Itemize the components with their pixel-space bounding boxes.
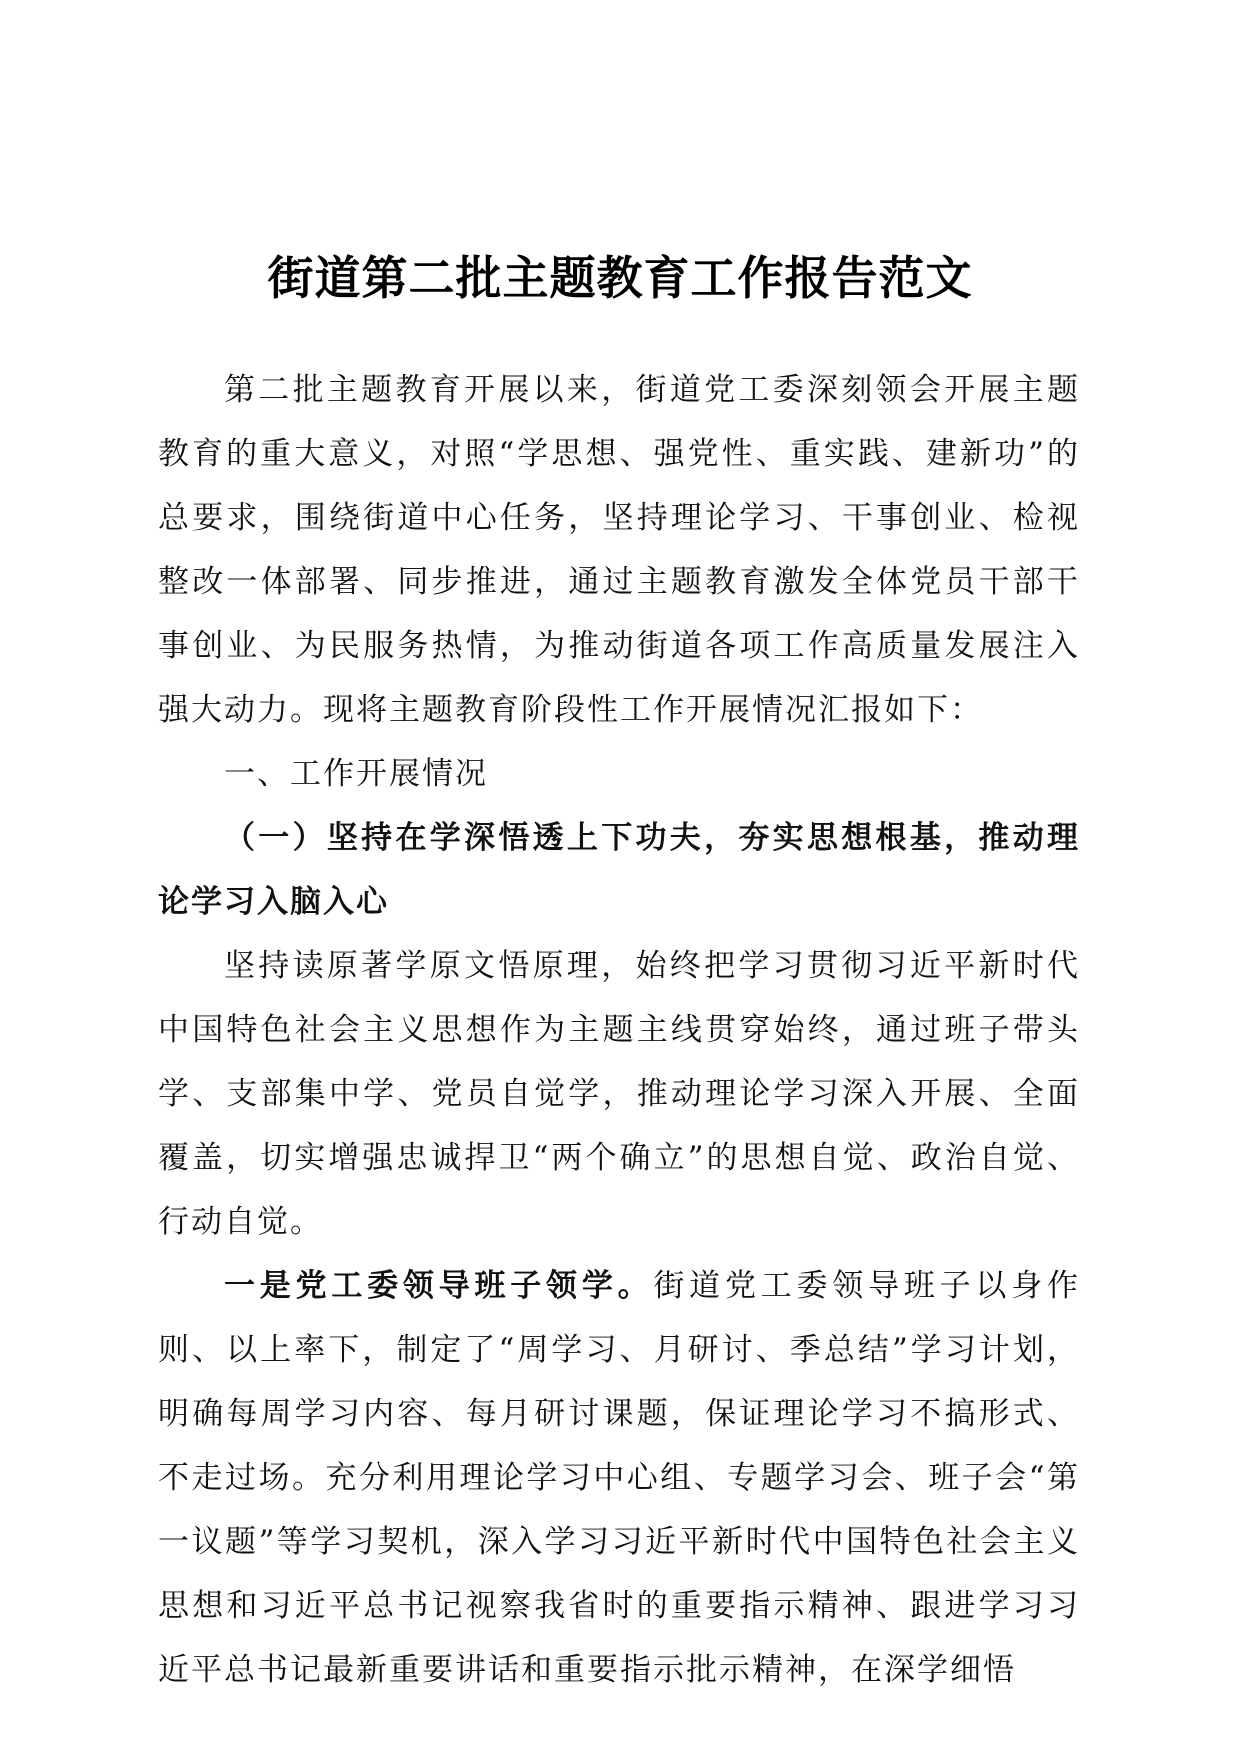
page-title: 街道第二批主题教育工作报告范文 xyxy=(267,251,973,305)
body-paragraph-leadin xyxy=(158,1254,1080,1702)
intro-paragraph: 第二批主题教育开展以来，街道党工委深刻领会开展主题教育的重大意义，对照“学思想、强党性、重实践、建新功”的总要求，围绕街道中心任务，坚持理论学习、干事创业、检视整改一体部署、同步推进，通过主题教育激发全体党员干部干事创业、为民服务热情，为推动街道各项工作高质量发展注入强大动力。现将主题教育阶段性工作开展情况汇报如下： xyxy=(158,372,1080,728)
paragraph-body: 街道党工委领导班子以身作则、以上率下，制定了“周学习、月研讨、季总结”学习计划，明确每周学习内容、每月研讨课题，保证理论学习不搞形式、不走过场。充分利用理论学习中心组、专题学习会、班子会“第一议题”等学习契机，深入学习习近平新时代中国特色社会主义思想和习近平总书记视察我省时的重要指示精神、跟进学习习近平总书记最新重要讲话和重要指示批示精神，在深学细悟 xyxy=(158,1268,1080,1688)
paragraph-lead: 一是党工委领导班子领学。 xyxy=(224,1268,654,1304)
body-paragraph: 坚持读原著学原文悟原理，始终把学习贯彻习近平新时代中国特色社会主义思想作为主题主线贯穿始终，通过班子带头学、支部集中学、党员自觉学，推动理论学习深入开展、全面覆盖，切实增强忠诚捍卫“两个确立”的思想自觉、政治自觉、行动自觉。 xyxy=(158,948,1080,1240)
section-heading: 一、工作开展情况 xyxy=(224,756,488,792)
document-body xyxy=(158,358,1080,1702)
subsection-heading: （一）坚持在学深悟透上下功夫，夯实思想根基，推动理论学习入脑入心 xyxy=(158,820,1080,920)
